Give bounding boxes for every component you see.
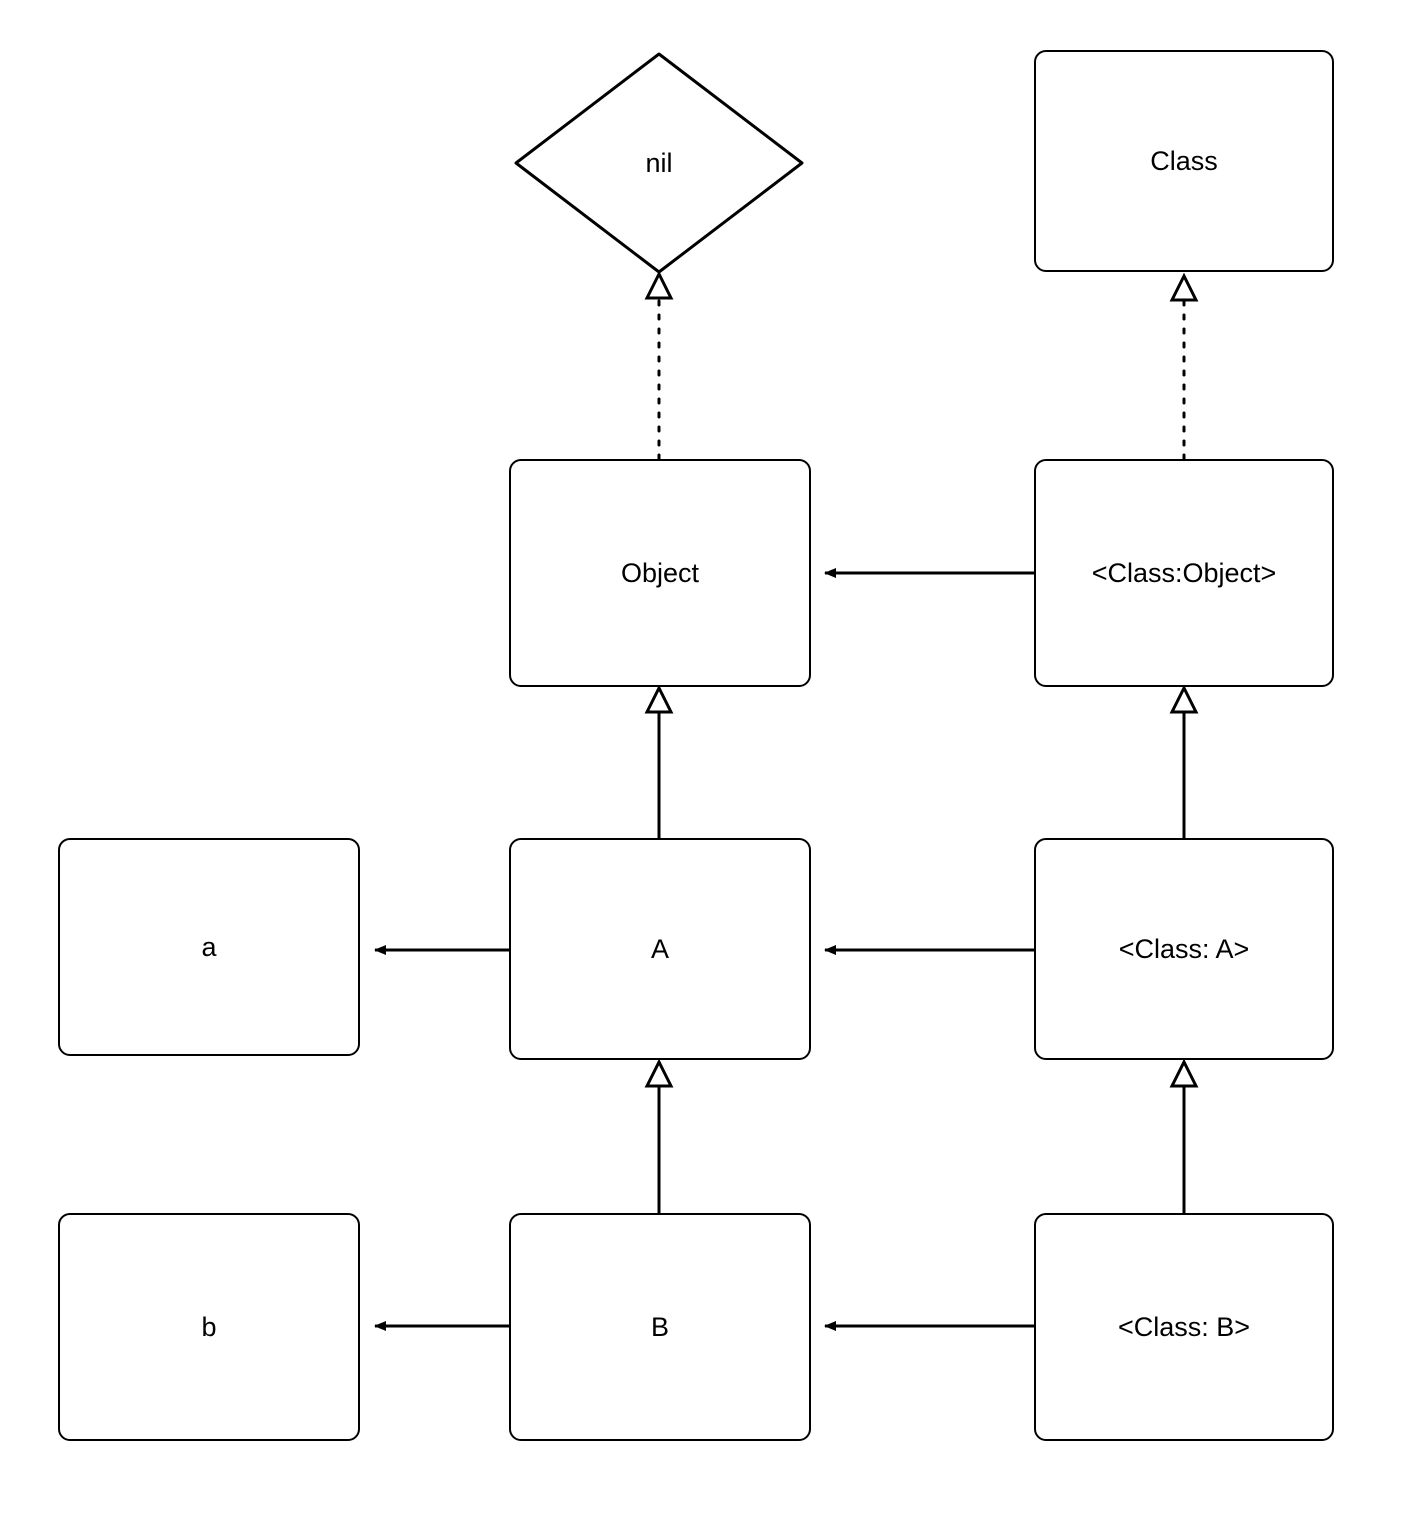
- edge-A-to-object: [647, 688, 671, 838]
- node-label-class: Class: [1150, 145, 1218, 176]
- node-label-A: A: [650, 933, 669, 964]
- edge-classA-to-classobject: [1172, 688, 1196, 838]
- edge-classB-to-classA: [1172, 1062, 1196, 1213]
- node-class-B[interactable]: [1034, 1213, 1334, 1441]
- node-A[interactable]: [509, 838, 811, 1060]
- node-label-class-object: <Class:Object>: [1091, 557, 1277, 588]
- edge-B-to-A: [647, 1062, 671, 1213]
- node-label-nil: nil: [645, 147, 673, 178]
- node-class[interactable]: [1034, 50, 1334, 272]
- node-label-b-instance: b: [201, 1311, 217, 1342]
- node-class-A[interactable]: [1034, 838, 1334, 1060]
- node-object[interactable]: [509, 459, 811, 687]
- edge-object-to-nil: [647, 274, 671, 459]
- node-label-class-B: <Class: B>: [1117, 1311, 1251, 1342]
- node-label-a-instance: a: [201, 931, 217, 962]
- node-class-object[interactable]: [1034, 459, 1334, 687]
- node-label-B: B: [650, 1311, 669, 1342]
- node-B[interactable]: [509, 1213, 811, 1441]
- node-label-object: Object: [620, 557, 700, 588]
- node-b-instance[interactable]: [58, 1213, 360, 1441]
- node-a-instance[interactable]: [58, 838, 360, 1056]
- node-label-class-A: <Class: A>: [1118, 933, 1250, 964]
- node-nil[interactable]: [512, 50, 806, 276]
- edge-classobject-to-class: [1172, 276, 1196, 459]
